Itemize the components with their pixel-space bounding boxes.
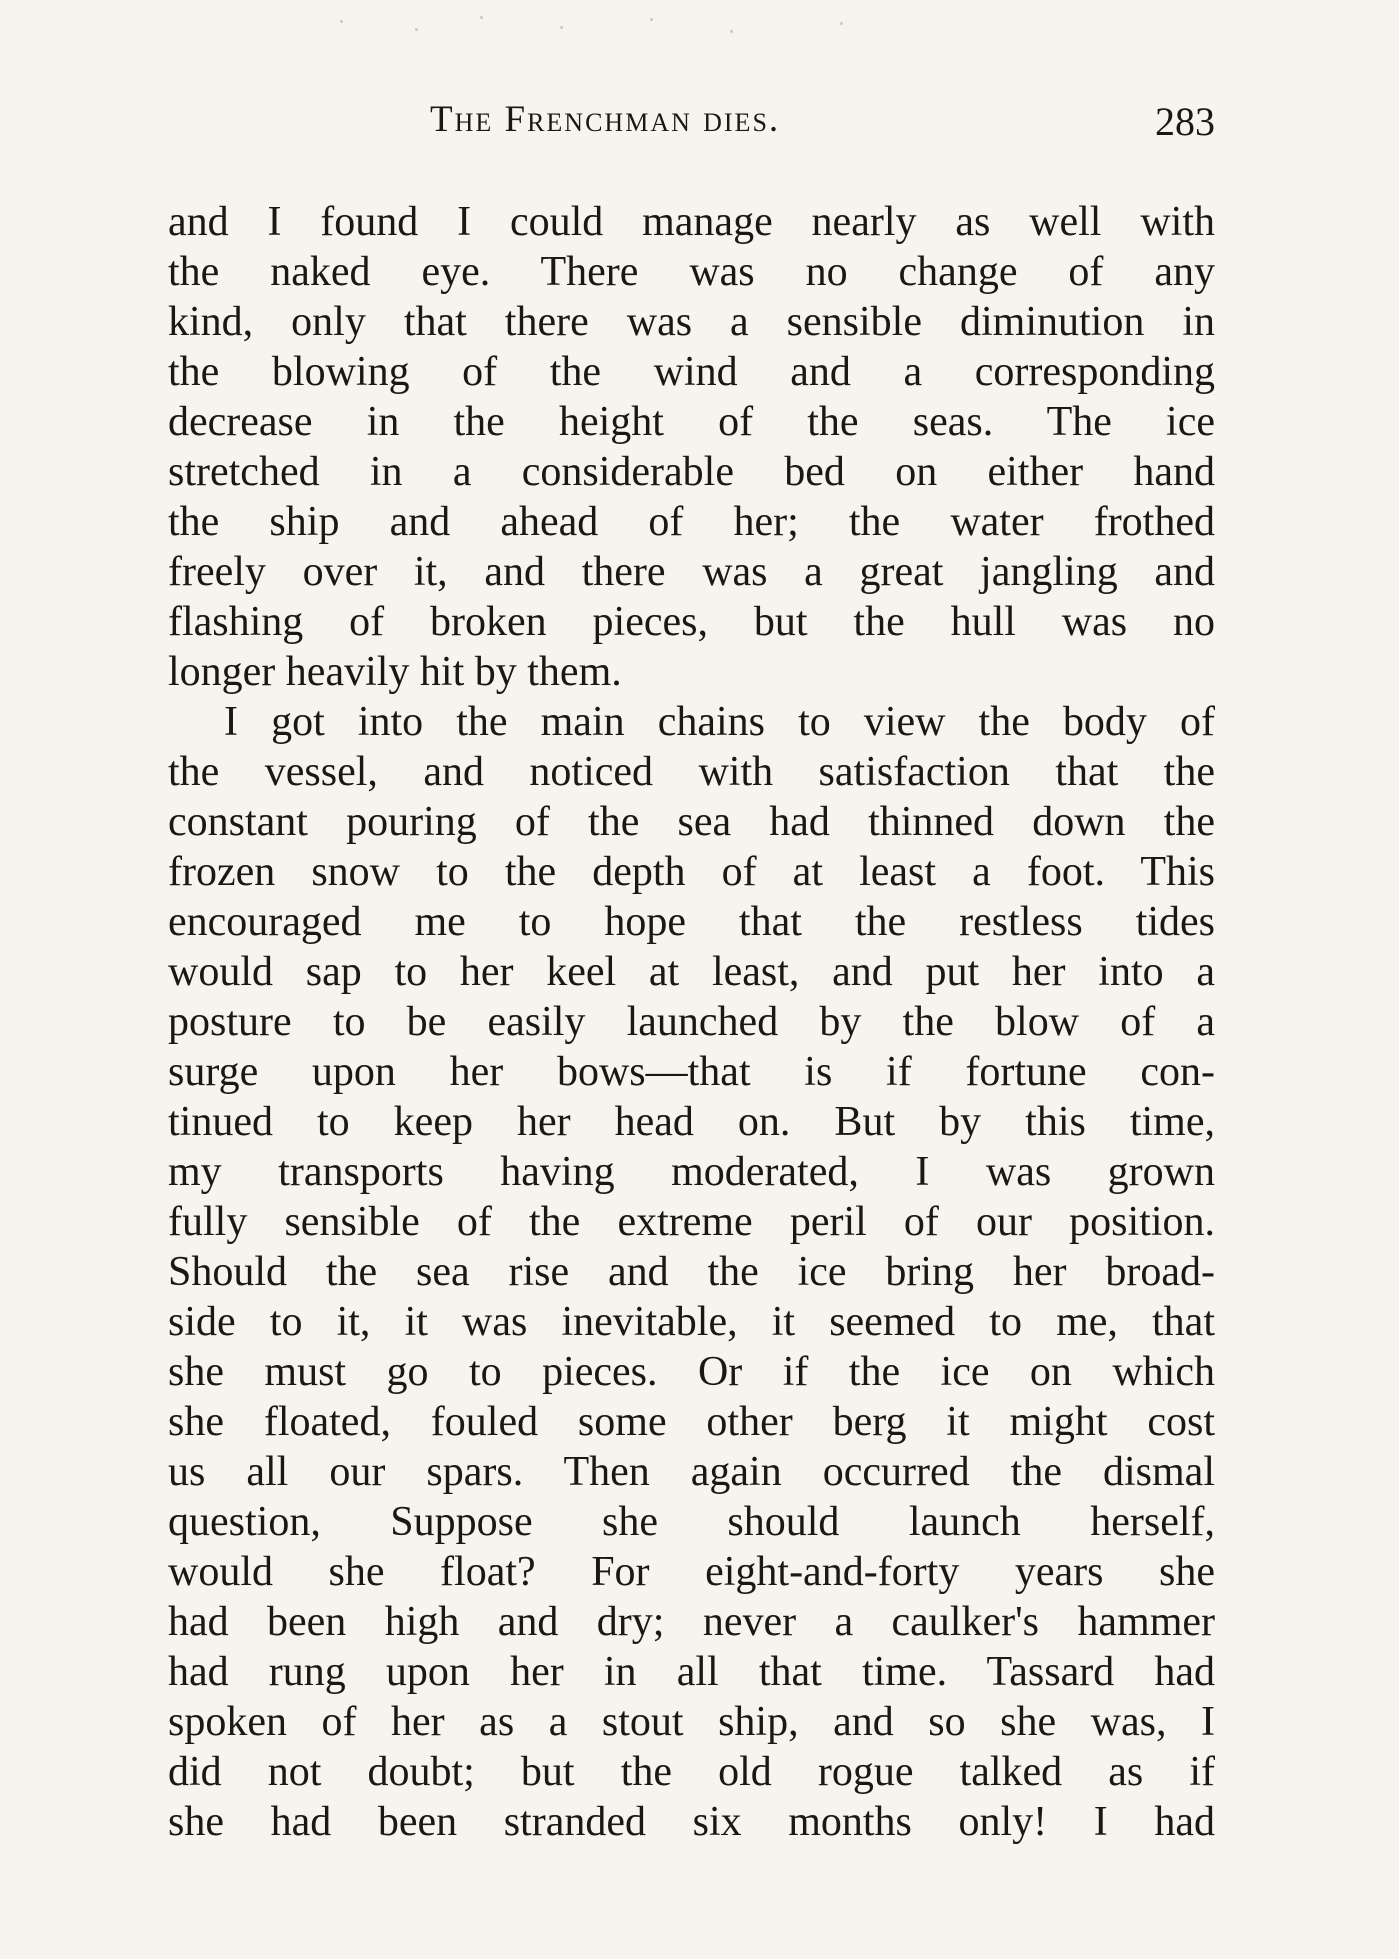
text-line: she floated, fouled some other berg it might cost [168,1399,1215,1445]
text-line: longer heavily hit by them. [168,649,622,695]
speck [480,16,483,19]
text-line: she had been stranded six months only! I had [168,1799,1215,1845]
text-line: and I found I could manage nearly as well with [168,199,1215,245]
text-line: decrease in the height of the seas. The ice [168,399,1215,445]
text-line: spoken of her as a stout ship, and so she was, I [168,1699,1215,1745]
text-line: did not doubt; but the old rogue talked as if [168,1749,1215,1795]
text-line: us all our spars. Then again occurred the dismal [168,1449,1215,1495]
text-line: my transports having moderated, I was grown [168,1149,1215,1195]
text-line: fully sensible of the extreme peril of our position. [168,1199,1215,1245]
speck [730,30,733,33]
text-line: tinued to keep her head on. But by this time, [168,1099,1215,1145]
text-line: the ship and ahead of her; the water frothed [168,499,1215,545]
text-line: had rung upon her in all that time. Tassard had [168,1649,1215,1695]
paragraph-1 [168,197,1215,697]
running-title: The Frenchman dies. [430,99,781,140]
text-line: encouraged me to hope that the restless tides [168,899,1215,945]
page-number: 283 [1155,99,1215,144]
text-line: frozen snow to the depth of at least a foot. This [168,849,1215,895]
speck [650,18,653,21]
paper-specks [320,8,940,48]
text-line: stretched in a considerable bed on either hand [168,449,1215,495]
text-line: the naked eye. There was no change of any [168,249,1215,295]
text-line: surge upon her bows—that is if fortune con- [168,1049,1215,1095]
text-line: kind, only that there was a sensible diminution in [168,299,1215,345]
text-line: question, Suppose she should launch herself, [168,1499,1215,1545]
speck [560,26,563,29]
speck [340,20,343,23]
text-line: side to it, it was inevitable, it seemed to me, that [168,1299,1215,1345]
speck [840,22,843,25]
running-head [168,98,1215,158]
text-line: she must go to pieces. Or if the ice on which [168,1349,1215,1395]
body-text [168,197,1215,1847]
text-line: posture to be easily launched by the blow of a [168,999,1215,1045]
text-line: had been high and dry; never a caulker's hammer [168,1599,1215,1645]
paragraph-2 [168,697,1215,1847]
text-line: I got into the main chains to view the body of [224,699,1215,745]
text-line: the vessel, and noticed with satisfaction that the [168,749,1215,795]
text-line: the blowing of the wind and a corresponding [168,349,1215,395]
text-line: Should the sea rise and the ice bring her broad- [168,1249,1215,1295]
text-line: would she float? For eight-and-forty years she [168,1549,1215,1595]
speck [415,28,418,31]
text-line: freely over it, and there was a great jangling and [168,549,1215,595]
text-line: flashing of broken pieces, but the hull was no [168,599,1215,645]
text-line: constant pouring of the sea had thinned down the [168,799,1215,845]
text-line: would sap to her keel at least, and put her into a [168,949,1215,995]
